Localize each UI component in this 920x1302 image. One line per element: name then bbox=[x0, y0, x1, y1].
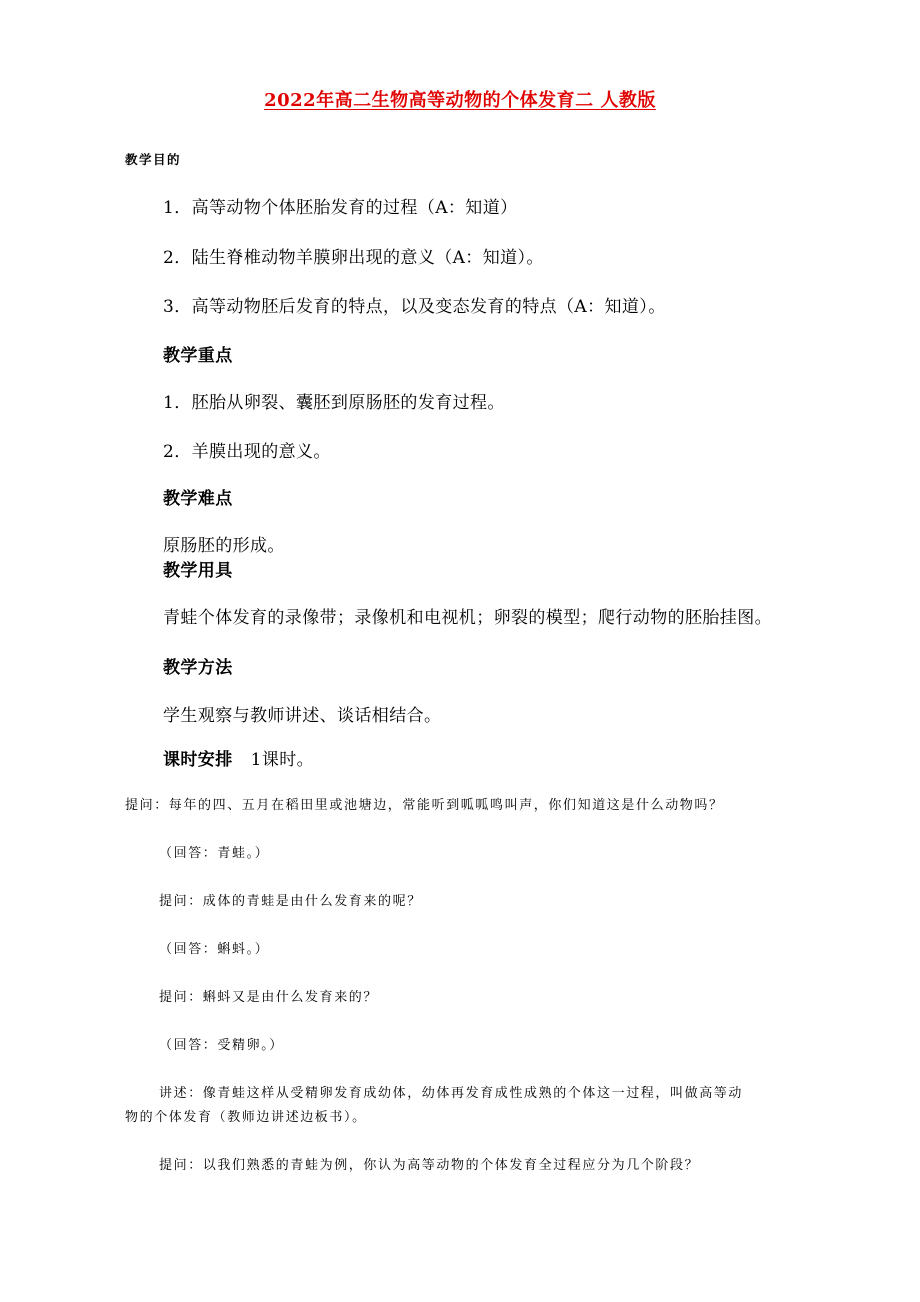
difficulty-text: 原肠胚的形成。 bbox=[163, 536, 285, 556]
key-point-item-2: 2．羊膜出现的意义。 bbox=[163, 442, 331, 462]
key-points-heading: 教学重点 bbox=[163, 346, 233, 366]
key-point-item-1: 1．胚胎从卵裂、囊胚到原肠胚的发育过程。 bbox=[163, 393, 505, 413]
method-heading: 教学方法 bbox=[163, 658, 233, 678]
question-3: 提问：蝌蚪又是由什么发育来的？ bbox=[159, 990, 379, 1005]
lecture-line-1: 讲述：像青蛙这样从受精卵发育成幼体，幼体再发育成性成熟的个体这一过程，叫做高等动 bbox=[159, 1086, 744, 1101]
answer-3: （回答：受精卵。） bbox=[159, 1038, 284, 1053]
schedule-heading: 课时安排 bbox=[163, 750, 233, 770]
method-text: 学生观察与教师讲述、谈话相结合。 bbox=[163, 706, 442, 726]
answer-1: （回答：青蛙。） bbox=[159, 846, 270, 861]
tools-text: 青蛙个体发育的录像带；录像机和电视机；卵裂的模型；爬行动物的胚胎挂图。 bbox=[163, 608, 772, 628]
objectives-heading: 教学目的 bbox=[125, 152, 182, 167]
question-1: 提问：每年的四、五月在稻田里或池塘边，常能听到呱呱鸣叫声，你们知道这是什么动物吗？ bbox=[125, 798, 724, 813]
question-4: 提问：以我们熟悉的青蛙为例，你认为高等动物的个体发育全过程应分为几个阶段？ bbox=[159, 1158, 700, 1173]
objective-item-3: 3．高等动物胚后发育的特点，以及变态发育的特点（A：知道）。 bbox=[163, 297, 666, 317]
schedule-line bbox=[163, 745, 314, 770]
tools-heading: 教学用具 bbox=[163, 561, 233, 581]
objective-item-1: 1．高等动物个体胚胎发育的过程（A：知道） bbox=[163, 198, 518, 218]
objective-item-2: 2．陆生脊椎动物羊膜卵出现的意义（A：知道）。 bbox=[163, 248, 544, 268]
answer-2: （回答：蝌蚪。） bbox=[159, 942, 270, 957]
document-title: 2022年高二生物高等动物的个体发育二 人教版 bbox=[264, 90, 656, 111]
difficulty-heading: 教学难点 bbox=[163, 489, 233, 509]
question-2: 提问：成体的青蛙是由什么发育来的呢？ bbox=[159, 894, 422, 909]
lecture-line-2: 物的个体发育（教师边讲述边板书）。 bbox=[125, 1110, 367, 1125]
schedule-text: 1课时。 bbox=[250, 750, 315, 770]
